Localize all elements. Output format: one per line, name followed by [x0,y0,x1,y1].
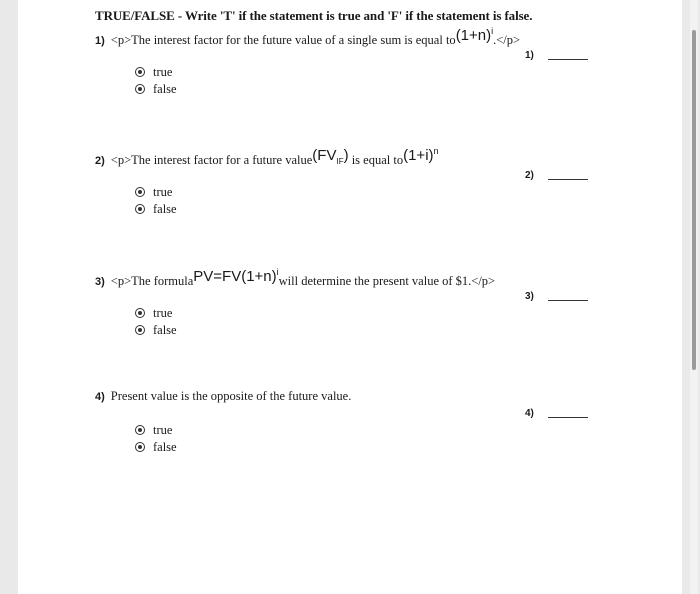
section-header: TRUE/FALSE - Write 'T' if the statement is true and 'F' if the statement is false. [95,8,533,23]
radio-icon[interactable] [135,442,145,452]
question-text-end: .</p> [493,33,521,47]
math-expression-2: $(1+i)^n$ [403,146,439,164]
scrollbar-thumb[interactable] [692,30,696,370]
answer-blank-1[interactable]: 1) [525,50,588,61]
option-true-2[interactable]: true [135,184,172,200]
radio-icon[interactable] [135,308,145,318]
scrollbar[interactable] [690,0,698,594]
option-false-3[interactable]: false [135,322,177,338]
option-true-4[interactable]: true [135,422,172,438]
option-true-1[interactable]: true [135,64,172,80]
radio-icon[interactable] [135,325,145,335]
answer-blank-4[interactable]: 4) [525,408,588,419]
math-expression: $(1+n)^i$ [455,26,494,44]
radio-icon[interactable] [135,204,145,214]
question-text: Present value is the opposite of the future value. [110,389,352,403]
radio-icon[interactable] [135,187,145,197]
radio-icon[interactable] [135,67,145,77]
question-3 [95,267,496,289]
option-false-4[interactable]: false [135,439,177,455]
question-text: <p>The interest factor for the future value of a single sum is equal to [110,33,456,47]
question-text-middle: is equal to [351,153,404,167]
radio-icon[interactable] [135,84,145,94]
question-2 [95,146,439,170]
answer-blank-3[interactable]: 3) [525,291,588,302]
math-expression: $PV=FV(1+n)^i$ [193,267,279,285]
question-text: <p>The formula [110,274,194,288]
question-number: 3) [95,276,105,288]
question-number: 1) [95,35,105,47]
question-4 [95,389,351,404]
option-false-1[interactable]: false [135,81,177,97]
option-false-2[interactable]: false [135,201,177,217]
radio-icon[interactable] [135,425,145,435]
question-text-end: will determine the present value of $1.</p> [278,274,496,288]
math-expression: $(FV_{IF})$ [312,147,349,166]
question-number: 2) [95,155,105,167]
question-number: 4) [95,391,105,403]
option-true-3[interactable]: true [135,305,172,321]
question-1 [95,26,521,48]
question-text: <p>The interest factor for a future value [110,153,313,167]
answer-blank-2[interactable]: 2) [525,170,588,181]
